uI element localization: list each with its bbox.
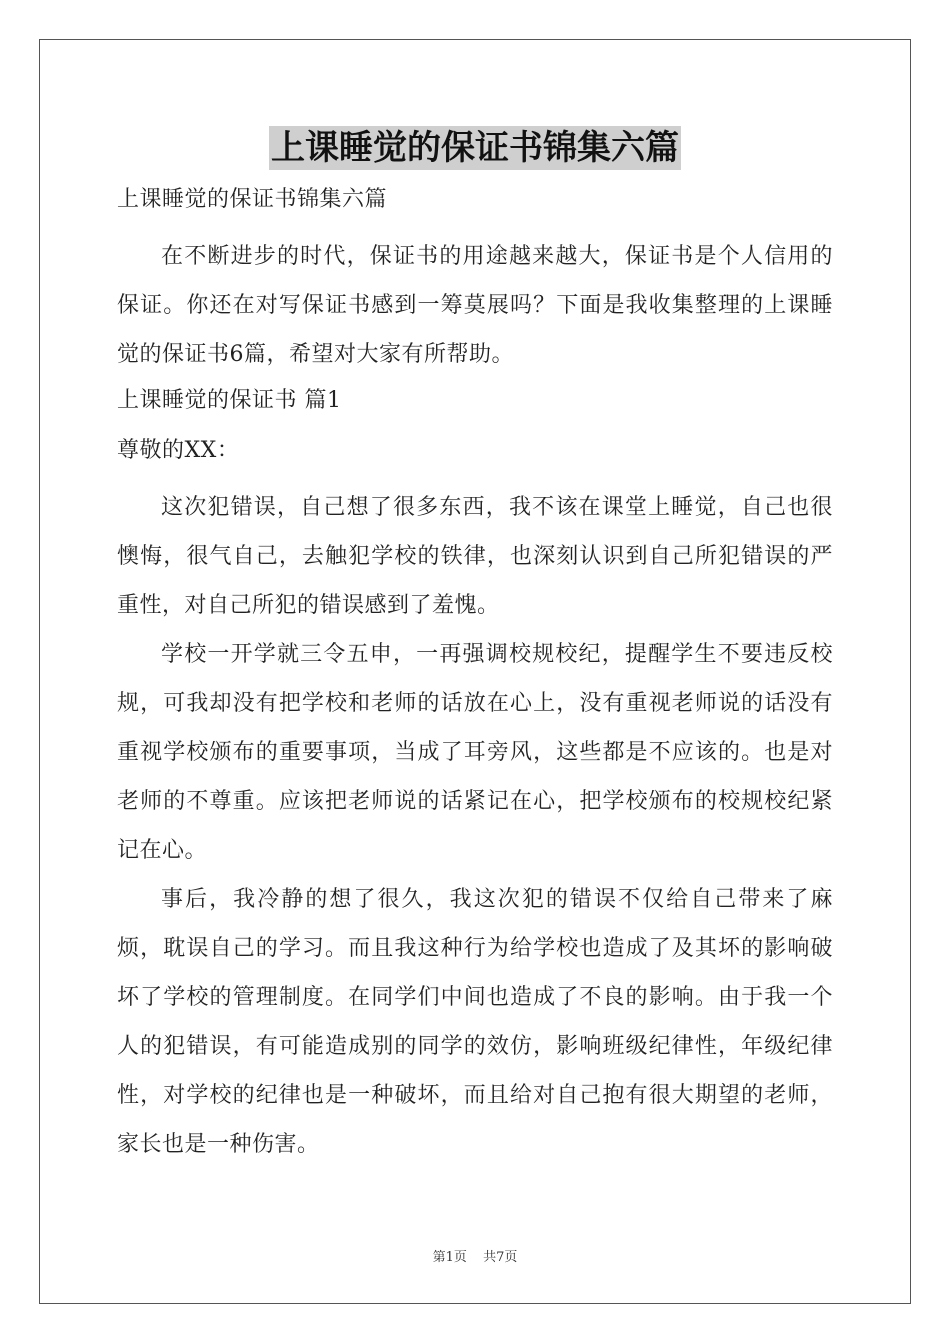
page-total: 共7页 (483, 1250, 518, 1265)
title-area (0, 126, 950, 170)
body-paragraph-2: 学校一开学就三令五申，一再强调校规校纪，提醒学生不要违反校规，可我却没有把学校和老师的话放在心上，没有重视老师说的话没有重视学校颁布的重要事项，当成了耳旁风，这些都是不应该的。也是对老师的不尊重。应该把老师说的话紧记在心，把学校颁布的校规校纪紧记在心。 (117, 642, 833, 863)
salutation: 尊敬的XX： (117, 438, 240, 463)
page-number: 第1页 (432, 1250, 467, 1265)
page-footer (0, 1246, 950, 1265)
body-paragraph-3: 事后，我冷静的想了很久，我这次犯的错误不仅给自己带来了麻烦，耽误自己的学习。而且我这种行为给学校也造成了及其坏的影响破坏了学校的管理制度。在同学们中间也造成了不良的影响。由于我一个人的犯错误，有可能造成别的同学的效仿，影响班级纪律性，年级纪律性，对学校的纪律也是一种破坏，而且给对自己抱有很大期望的老师，家长也是一种伤害。 (117, 887, 833, 1157)
document-body (117, 182, 833, 1169)
body-paragraph-1: 这次犯错误，自己想了很多东西，我不该在课堂上睡觉，自己也很懊悔，很气自己，去触犯学校的铁律，也深刻认识到自己所犯错误的严重性，对自己所犯的错误感到了羞愧。 (117, 495, 833, 618)
document-subtitle: 上课睡觉的保证书锦集六篇 (117, 187, 388, 212)
section-heading: 上课睡觉的保证书 篇1 (117, 388, 342, 413)
document-title: 上课睡觉的保证书锦集六篇 (271, 128, 679, 168)
intro-paragraph: 在不断进步的时代，保证书的用途越来越大，保证书是个人信用的保证。你还在对写保证书感到一筹莫展吗？下面是我收集整理的上课睡觉的保证书6篇，希望对大家有所帮助。 (117, 244, 833, 367)
